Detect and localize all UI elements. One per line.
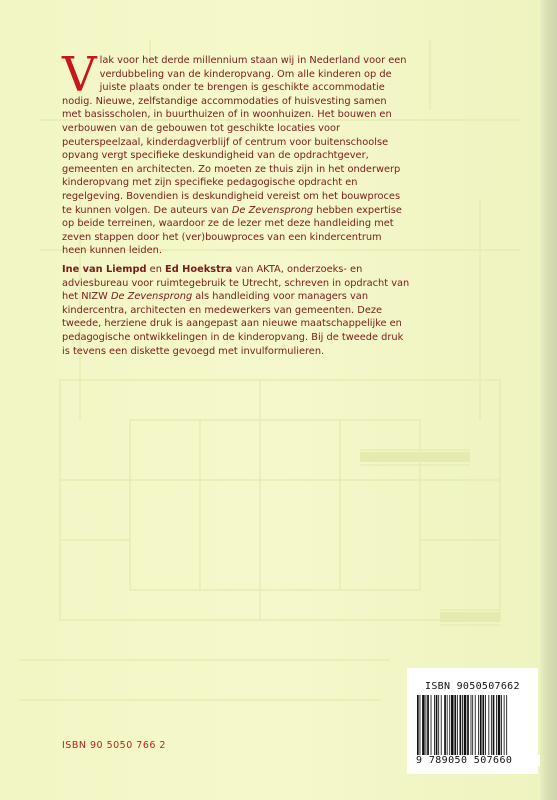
barcode-bar xyxy=(504,695,505,755)
authors-text-part1: van AKTA, onderzoeks- en adviesbureau voor ruimtegebruik te Utrecht, schreven in opdracht van het NIZW xyxy=(62,264,410,303)
barcode-bar xyxy=(454,695,456,755)
barcode-bar xyxy=(417,695,419,761)
barcode-bar xyxy=(493,695,495,755)
intro-book-title: De Zevensprong xyxy=(231,204,314,216)
barcode-bar xyxy=(457,695,458,755)
barcode-bar xyxy=(449,695,450,755)
author-name-2: Ed Hoekstra xyxy=(165,264,233,275)
barcode-bar xyxy=(460,695,462,755)
barcode-bar xyxy=(491,695,492,755)
dropcap-letter: V xyxy=(62,47,97,103)
barcode-bar xyxy=(488,695,489,755)
barcode-bar xyxy=(426,695,427,755)
intro-text-part2: hebben expertise op beide terreinen, waardoor ze de lezer met deze handleiding met zeven stappen door het (ver)bouwproces van een kindercentrum heen kunnen leiden. xyxy=(62,204,402,257)
barcode-bar xyxy=(434,695,435,755)
barcode-bar xyxy=(436,695,438,755)
barcode-sticker xyxy=(407,668,538,774)
isbn-number: ISBN 90 5050 766 2 xyxy=(62,740,166,751)
barcode-bar xyxy=(462,695,463,761)
barcode-bar xyxy=(422,695,425,755)
authors-paragraph xyxy=(62,263,410,358)
barcode-bar xyxy=(478,695,479,755)
barcode-icon xyxy=(417,695,532,761)
barcode-bar xyxy=(498,695,501,755)
barcode-bar xyxy=(506,695,507,761)
barcode-bar xyxy=(496,695,497,755)
barcode-bar xyxy=(444,695,446,755)
barcode-bar xyxy=(420,695,421,761)
author-name-1: Ine van Liempd xyxy=(62,264,147,275)
author-connector: en xyxy=(149,264,162,275)
barcode-bar xyxy=(438,695,439,755)
authors-text-part2: als handleiding voor managers van kindercentra, architecten en medewerkers van gemeenten. Deze tweede, herziene druk is aangepast aan nieuwe maatschappelijke en pedagogische ontwikkelingen in de kinderopvang. Bij de tweede druk is tevens een diskette gevoegd met invulformulieren. xyxy=(62,291,404,357)
barcode-bar xyxy=(467,695,469,755)
intro-text-part1: lak voor het derde millennium staan wij in Nederland voor een verdubbeling van de kinderopvang. Om alle kinderen op de juiste plaats onder te brengen is geschikte accommodatie nodig. Nieuwe, zelfstandige accommodaties of huisvesting samen met basisscholen, in buurthuizen of in woonhuizen. Het bouwen en verbouwen van de gebouwen tot geschikte locaties voor peuterspeelzaal, kinderdagverblijf of centrum voor buitenschoolse opvang vergt specifieke deskundigheid van de opdrachtgever, gemeenten en architecten. Zo moeten ze thuis zijn in het onderwerp kinderopvang met zijn specifieke pedagogische opdracht en regelgeving. Bovendien is deskundigheid vereist om het bouwproces te kunnen volgen. De auteurs van xyxy=(62,55,407,216)
barcode-bar xyxy=(447,695,448,755)
barcode-digits: 9 789050 507660 xyxy=(412,755,540,766)
barcode-bar xyxy=(431,695,432,755)
barcode-bar xyxy=(501,695,502,755)
barcode-bar xyxy=(471,695,472,755)
barcode-bar xyxy=(480,695,482,755)
barcode-bar xyxy=(441,695,442,755)
barcode-bar xyxy=(472,695,473,755)
barcode-bar xyxy=(475,695,476,755)
barcode-bar xyxy=(451,695,454,755)
barcode-bar xyxy=(427,695,429,755)
barcode-bar xyxy=(464,695,467,755)
barcode-bar xyxy=(485,695,486,755)
intro-paragraph xyxy=(62,47,407,258)
book-spine-edge xyxy=(540,0,557,800)
barcode-isbn-line: ISBN 9050507662 xyxy=(425,681,520,692)
authors-book-title: De Zevensprong xyxy=(110,291,193,303)
barcode-bar xyxy=(482,695,484,755)
